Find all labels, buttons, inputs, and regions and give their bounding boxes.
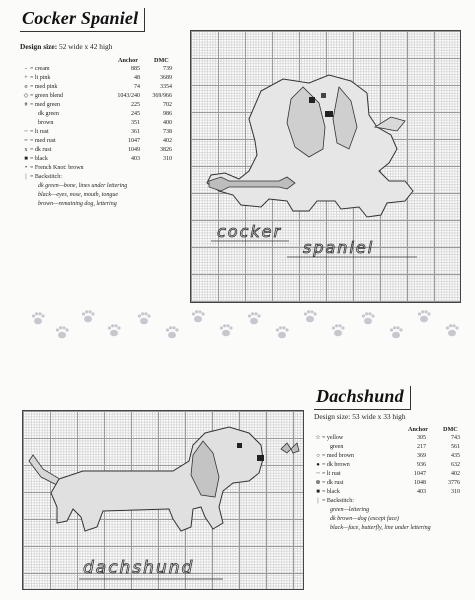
cocker-key-row: # = med green xyxy=(24,102,61,108)
dachshund-key-row: ■ = black xyxy=(316,489,340,495)
dachshund-backstitch-note: green—lettering xyxy=(330,507,370,513)
dachshund-col-anchor: Anchor xyxy=(408,426,428,433)
cocker-title-box xyxy=(20,8,145,32)
dachshund-size-value: 53 wide x 33 high xyxy=(352,412,406,421)
dachshund-pattern-chart xyxy=(22,410,304,590)
cocker-col-dmc: DMC xyxy=(154,57,169,64)
cocker-size-value: 52 wide x 42 high xyxy=(59,42,113,51)
cocker-color-key: - = cream 885 739 + = lt pink 48 3689 o = med pink 74 3354 ◇ = green blend 1043/240 369/966 # = med green 225 702 dk green 245 986 brown 351 400 ~ = lt rust 361 738 = = med rust 1047 402 x = dk rust 1049 3826 ■ = black 403 310 • = French Knot: brown | = Backstitch: dk green—bone, lines under lettering black—eyes, nose, mouth, tongue brown—remaining dog, lettering xyxy=(23,66,172,207)
cocker-backstitch-note: black—eyes, nose, mouth, tongue xyxy=(38,192,118,198)
dachshund-color-key: ☆= yellow 305 743 green 217 561 ○ = med brown 369 435 ● = dk brown 936 632 ~ = lt rust 1047 402 ⊗= dk rust 1048 3776 ■ = black 403 310 | = Backstitch: green—lettering dk brown—dog (except face) black—face, butterfly, line under lettering xyxy=(315,435,460,531)
dachshund-backstitch-note: black—face, butterfly, line under lettering xyxy=(330,525,431,531)
cocker-key-row: + = lt pink xyxy=(24,75,51,81)
dachshund-design-size xyxy=(314,412,406,421)
dachshund-key-row: ☆= yellow xyxy=(315,435,344,441)
cocker-col-anchor: Anchor xyxy=(118,57,138,64)
dachshund-key-row: ○ = med brown xyxy=(316,453,355,459)
dachshund-key-row: | = Backstitch: xyxy=(317,498,354,504)
dachshund-backstitch-note: dk brown—dog (except face) xyxy=(330,516,399,522)
dachshund-col-dmc: DMC xyxy=(443,426,458,433)
dachshund-key-row: ~ = lt rust xyxy=(316,471,341,477)
cocker-size-label: Design size: xyxy=(20,42,58,51)
paw-print-icon xyxy=(28,305,468,345)
cocker-design-size xyxy=(20,42,112,51)
cocker-key-row: = = med rust xyxy=(24,138,56,144)
cocker-key-row: dk green xyxy=(38,111,59,117)
cocker-key-row: ■ = black xyxy=(24,156,48,162)
dachshund-key-row: green xyxy=(330,444,344,450)
cocker-backstitch-note: brown—remaining dog, lettering xyxy=(38,201,117,207)
dachshund-key-row: ● = dk brown xyxy=(316,462,350,468)
dachshund-title: Dachshund xyxy=(316,386,404,406)
cocker-key-row: brown xyxy=(38,120,54,126)
cocker-key-row: • = French Knot: brown xyxy=(24,165,84,171)
cocker-spaniel-drawing xyxy=(191,31,460,302)
dachshund-size-label: Design size: xyxy=(314,412,351,421)
cocker-key-row: - = cream xyxy=(25,66,50,72)
cocker-lettering-1: cocker xyxy=(217,222,283,241)
cocker-key-row: o = med pink xyxy=(24,84,58,90)
dachshund-title-box xyxy=(314,386,411,410)
cocker-key-row: ◇ = green blend xyxy=(23,93,64,99)
cocker-key-row: ~ = lt rust xyxy=(24,129,49,135)
cocker-pattern-chart xyxy=(190,30,461,303)
dachshund-lettering: dachshund xyxy=(83,558,195,578)
paw-print-divider xyxy=(28,305,468,345)
dachshund-key-row: ⊗= dk rust xyxy=(315,480,344,486)
cocker-key-row: x = dk rust xyxy=(24,147,52,153)
cocker-key-row: | = Backstitch: xyxy=(25,174,62,180)
cocker-lettering-2: spaniel xyxy=(303,238,375,257)
cocker-title: Cocker Spaniel xyxy=(22,8,139,28)
cocker-backstitch-note: dk green—bone, lines under lettering xyxy=(38,183,128,189)
dachshund-drawing xyxy=(23,411,303,589)
